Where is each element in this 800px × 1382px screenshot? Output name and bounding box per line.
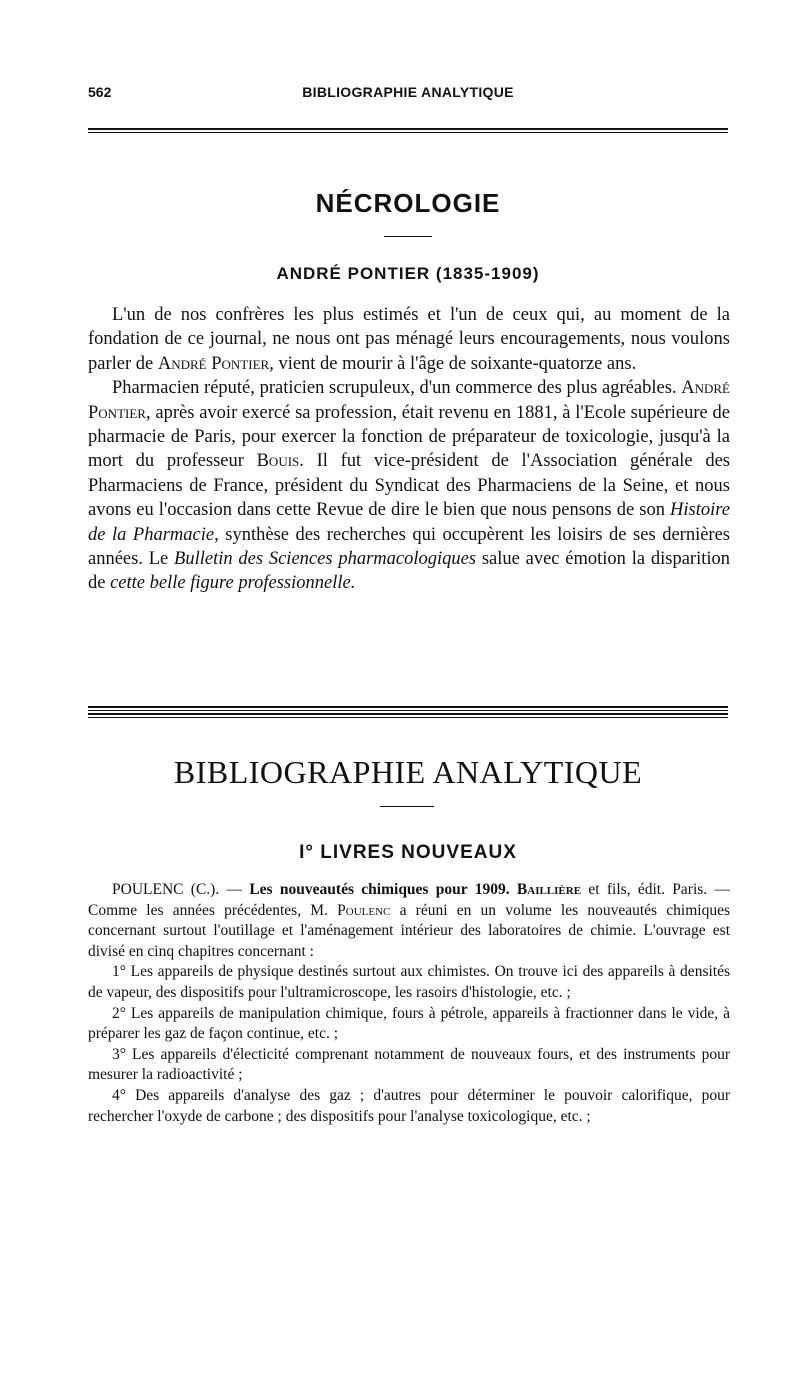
person-name: André Pontier	[157, 353, 270, 374]
closing-phrase: cette belle figure professionnelle.	[110, 573, 356, 594]
necrologie-paragraph-2: Pharmacien réputé, praticien scrupuleux, d'un commerce des plus agréables. André Pontier, après avoir exercé sa profession, était revenu en 1881, à l'Ecole supérieure de pharmacie de Paris, pour exercer la fonction de préparateur de toxicologie, jusqu'à la mort du professeur Bouis. Il fut vice-président de l'Association générale des Pharmaciens de France, président du Syndicat des Pharmaciens de la Seine, et nous avons eu l'occasion dans cette Revue de dire le bien que nous pensons de son Histoire de la Pharmacie, synthèse des recherches qui occupèrent les loisirs de ses dernières années. Le Bulletin des Sciences pharmacologiques salue avec émotion la disparition de cette belle figure professionnelle.	[88, 378, 731, 594]
section-rule	[88, 713, 728, 718]
list-item: 3° Les appareils d'électicité comprenant notamment de nouveaux fours, et des instruments pour mesurer la radioactivité ;	[88, 1045, 730, 1084]
necrologie-body	[88, 303, 730, 596]
person-name: Bouis	[256, 451, 300, 472]
running-header	[88, 84, 728, 108]
necrologie-subject: ANDRÉ PONTIER (1835-1909)	[276, 264, 540, 283]
publisher: Baillière	[516, 881, 582, 898]
running-title: BIBLIOGRAPHIE ANALYTIQUE	[302, 84, 514, 100]
section-heading: I° LIVRES NOUVEAUX	[299, 842, 517, 863]
journal-title: Bulletin des Sciences pharmacologiques	[174, 549, 477, 570]
title-separator	[384, 236, 432, 237]
necrologie-title: NÉCROLOGIE	[315, 188, 501, 218]
book-title: Histoire de la Pharmacie	[88, 500, 730, 545]
title-separator	[380, 806, 434, 807]
person-name: André Pontier	[88, 378, 730, 423]
entry-intro: POULENC (C.). — Les nouveautés chimiques pour 1909. Baillière et fils, édit. Paris. — Comme les années précédentes, M. Poulenc a réuni en un volume les nouveautés chimiques concernant surtout l'outillage et l'aménagement intérieur des laboratoires de chimie. L'ouvrage est divisé en cinq chapitres concernant :	[88, 881, 730, 960]
list-item: 2° Les appareils de manipulation chimique, fours à pétrole, appareils à fractionner dans le vide, à préparer les gaz de façon continue, etc. ;	[88, 1004, 730, 1043]
list-item: 4° Des appareils d'analyse des gaz ; d'autres pour déterminer le pouvoir calorifique, pour rechercher l'oxyde de carbone ; des dispositifs pour l'analyse toxicologique, etc. ;	[88, 1086, 730, 1125]
section-rule	[88, 706, 728, 711]
entry-book-title: Les nouveautés chimiques pour 1909.	[249, 881, 510, 898]
bibliographie-title: BIBLIOGRAPHIE ANALYTIQUE	[173, 754, 643, 790]
author-ref: Poulenc	[337, 901, 391, 919]
header-rule	[88, 128, 728, 133]
necrologie-paragraph-1: L'un de nos confrères les plus estimés et l'un de ceux qui, au moment de la fondation de ce journal, ne nous ont pas ménagé leurs encouragements, nous voulons parler de André Pontier, vient de mourir à l'âge de soixante-quatorze ans.	[88, 305, 730, 374]
bibliography-entry	[88, 880, 730, 1127]
list-item: 1° Les appareils de physique destinés surtout aux chimistes. On trouve ici des appareils à densités de vapeur, des dispositifs pour l'ultramicroscope, les rasoirs d'histologie, etc. ;	[88, 963, 730, 1001]
page-number: 562	[88, 84, 112, 100]
